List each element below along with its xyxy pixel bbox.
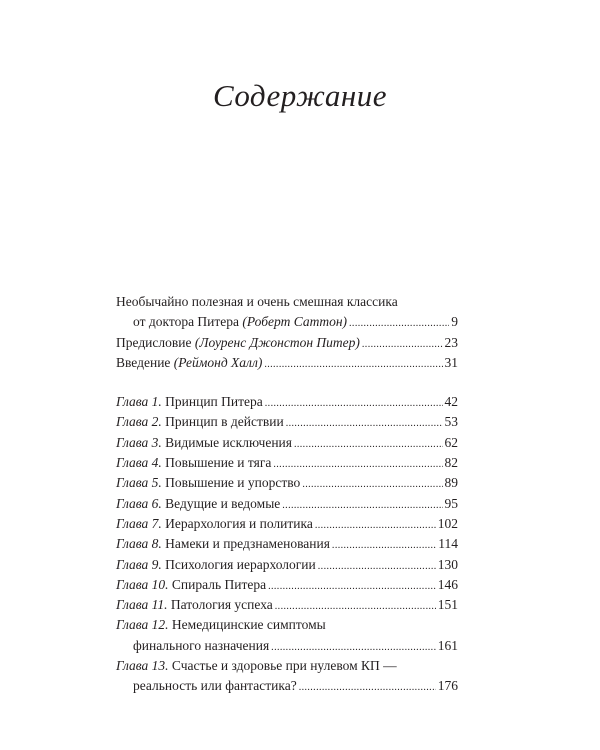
toc-entry-line xyxy=(116,294,458,314)
toc-entry-text: Необычайно полезная и очень смешная классика xyxy=(116,294,398,309)
toc-page-number: 102 xyxy=(437,515,458,531)
chapter-label: Глава 11. xyxy=(116,597,168,613)
chapter-title: Намеки и предзнаменования xyxy=(161,536,330,552)
toc-page-number: 9 xyxy=(451,314,458,330)
toc-page-number: 161 xyxy=(437,637,458,653)
leader-dots xyxy=(362,339,443,350)
leader-dots xyxy=(302,479,442,490)
chapter-title-cont: финального назначения xyxy=(133,637,270,653)
leader-dots xyxy=(273,459,442,470)
toc-entry-author: (Роберт Саттон) xyxy=(242,314,348,330)
toc-page-number: 130 xyxy=(437,556,458,572)
toc-chapter-entry xyxy=(116,394,458,414)
chapter-title: Иерархология и политика xyxy=(161,515,313,531)
toc-page-number: 89 xyxy=(444,475,458,491)
leader-dots xyxy=(275,601,436,612)
toc-page-number: 62 xyxy=(444,434,458,450)
toc-entry-text: от доктора Питера (Роберт Саттон) xyxy=(133,314,348,330)
chapter-title: Счастье и здоровье при нулевом КП — xyxy=(168,658,397,674)
toc-page-number: 146 xyxy=(437,576,458,592)
toc-entry-author: (Реймонд Халл) xyxy=(173,354,263,370)
toc-chapter-entry xyxy=(116,455,458,475)
toc-entry-text: Введение (Реймонд Халл) xyxy=(116,354,263,370)
toc-chapter-entry xyxy=(116,557,458,577)
chapter-label: Глава 8. xyxy=(116,536,162,552)
chapter-title: Повышение и тяга xyxy=(161,455,272,471)
toc-entry-line xyxy=(116,355,458,375)
toc-intro-section xyxy=(116,294,458,375)
chapter-label: Глава 3. xyxy=(116,434,162,450)
toc-page-number: 176 xyxy=(437,678,458,694)
chapter-title: Принцип в действии xyxy=(161,414,284,430)
chapter-title: Повышение и упорство xyxy=(161,475,301,491)
toc-page-number: 114 xyxy=(438,536,458,552)
chapter-label: Глава 12. xyxy=(116,617,169,633)
toc-chapter-entry xyxy=(116,658,458,678)
chapter-title: Видимые исключения xyxy=(161,434,292,450)
toc-page-number: 95 xyxy=(444,495,458,511)
leader-dots xyxy=(265,398,443,409)
leader-dots xyxy=(318,561,436,572)
chapter-title: Патология успеха xyxy=(167,597,273,613)
toc-chapters-section xyxy=(116,394,458,698)
toc-entry-author: (Лоуренс Джонстон Питер) xyxy=(194,334,360,350)
chapter-title: Спираль Питера xyxy=(168,576,267,592)
chapter-label: Глава 2. xyxy=(116,414,162,430)
toc-page-number: 151 xyxy=(437,597,458,613)
chapter-label: Глава 4. xyxy=(116,455,162,471)
leader-dots xyxy=(282,500,442,511)
chapter-title: Психология иерархологии xyxy=(161,556,316,572)
toc-chapter-entry xyxy=(116,597,458,617)
toc-chapter-entry xyxy=(116,496,458,516)
leader-dots xyxy=(349,318,449,329)
toc-chapter-entry xyxy=(116,516,458,536)
leader-dots xyxy=(315,520,436,531)
chapter-title-cont: реальность или фантастика? xyxy=(133,678,297,694)
chapter-label: Глава 7. xyxy=(116,515,162,531)
toc-entry-continuation xyxy=(116,314,458,334)
toc-chapter-entry xyxy=(116,435,458,455)
toc-page-number: 53 xyxy=(444,414,458,430)
leader-dots xyxy=(268,581,436,592)
table-of-contents xyxy=(116,294,458,699)
chapter-title: Ведущие и ведомые xyxy=(161,495,281,511)
leader-dots xyxy=(299,682,436,693)
leader-dots xyxy=(286,418,443,429)
leader-dots xyxy=(332,540,436,551)
toc-chapter-entry xyxy=(116,617,458,637)
toc-chapter-continuation xyxy=(116,678,458,698)
chapter-title: Немедицинские симптомы xyxy=(168,617,326,633)
chapter-label: Глава 10. xyxy=(116,576,169,592)
toc-page-number: 42 xyxy=(444,394,458,410)
toc-chapter-entry xyxy=(116,536,458,556)
chapter-label: Глава 1. xyxy=(116,394,162,410)
chapter-label: Глава 9. xyxy=(116,556,162,572)
chapter-label: Глава 13. xyxy=(116,658,169,674)
toc-entry-line xyxy=(116,335,458,355)
toc-entry-text: Предисловие (Лоуренс Джонстон Питер) xyxy=(116,334,360,350)
chapter-title: Принцип Питера xyxy=(161,394,263,410)
page-title: Содержание xyxy=(212,78,388,113)
toc-chapter-entry xyxy=(116,577,458,597)
chapter-label: Глава 6. xyxy=(116,495,162,511)
leader-dots xyxy=(264,359,442,370)
section-gap xyxy=(116,375,458,394)
leader-dots xyxy=(271,642,436,653)
toc-page-number: 31 xyxy=(444,354,458,370)
toc-chapter-continuation xyxy=(116,638,458,658)
chapter-label: Глава 5. xyxy=(116,475,162,491)
leader-dots xyxy=(294,439,443,450)
toc-chapter-entry xyxy=(116,414,458,434)
toc-chapter-entry xyxy=(116,475,458,495)
toc-page-number: 23 xyxy=(444,334,458,350)
toc-page-number: 82 xyxy=(444,455,458,471)
